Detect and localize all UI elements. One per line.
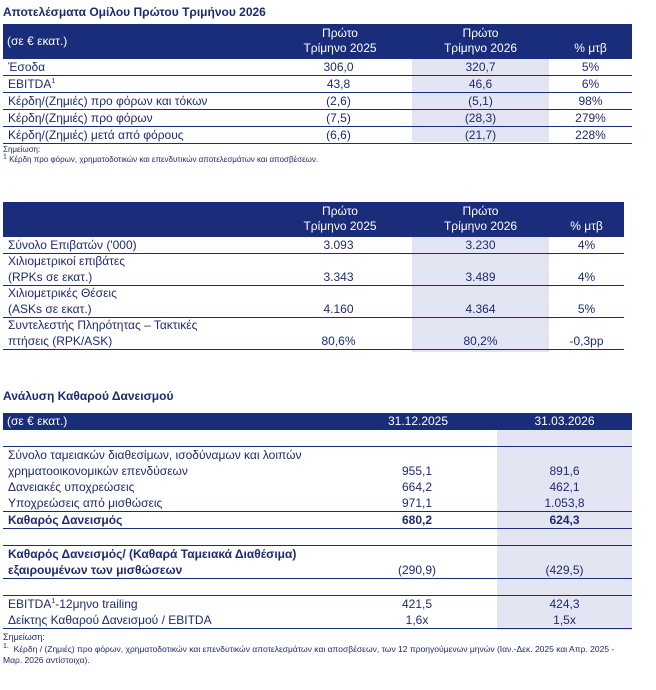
row-label-text: EBITDA <box>8 77 52 91</box>
row-label-text: Έσοδα <box>8 60 46 74</box>
table2-header <box>3 202 624 237</box>
net-debt-ex-leases-label-line2: εξαιρουμένων των μισθώσεων <box>8 563 183 577</box>
table1-note-title: Σημείωση: <box>3 145 41 154</box>
net-debt-ex-leases-2025: (290,9) <box>397 563 437 577</box>
row-label <box>8 93 207 109</box>
ebitda-text: EBITDA <box>8 597 52 611</box>
ebitda-trailing-label <box>8 596 138 612</box>
value-q1-2026: (21,7) <box>464 128 497 142</box>
note-sup: 1. <box>3 643 9 651</box>
row-label-sup: 1 <box>51 78 56 85</box>
divider <box>3 628 632 629</box>
table1-note <box>3 155 318 165</box>
value-q1-2026: 4.364 <box>465 302 496 316</box>
note-line2: Μαρ. 2026 αντίστοιχα). <box>3 655 90 665</box>
value-yoy: 98% <box>578 94 603 108</box>
note-text: Κέρδη προ φόρων, χρηματοδοτικών και επενδυτικών αποτελεσμάτων και αποσβέσεων. <box>9 155 319 164</box>
table1-title: Αποτελέσματα Ομίλου Πρώτου Τριμήνου 2026 <box>3 5 266 19</box>
t3-col-2025: 31.12.2025 <box>387 414 449 428</box>
value-yoy: 228% <box>575 128 606 142</box>
t2-col-q1-2026-line1: Πρώτο <box>462 204 499 218</box>
note-sup: 1 <box>3 153 7 161</box>
value-yoy: 6% <box>581 77 600 91</box>
row-label-text: Κέρδη/(Ζημιές) μετά από φόρους <box>8 128 184 142</box>
t2-col-q1-2026-line2: Τρίμηνο 2026 <box>443 219 518 233</box>
divider <box>3 578 632 579</box>
value-yoy: 5% <box>577 302 596 316</box>
row-label-text: Κέρδη/(Ζημιές) προ φόρων <box>8 111 153 125</box>
loans-label: Δανειακές υποχρεώσεις <box>8 480 135 494</box>
value-yoy: 4% <box>577 238 596 252</box>
t2-col-yoy: % μτβ <box>570 219 603 233</box>
value-q1-2025: (6,6) <box>326 128 351 142</box>
value-yoy: -0,3pp <box>569 334 604 348</box>
value-q1-2025: (7,5) <box>326 111 351 125</box>
table1-header <box>3 24 632 59</box>
table3-header <box>3 413 632 430</box>
value-q1-2026: 320,7 <box>465 60 496 74</box>
table3-note-title: Σημείωση: <box>3 632 45 642</box>
value-yoy: 279% <box>575 111 606 125</box>
value-q1-2025: 80,6% <box>321 334 356 348</box>
ratio-label: Δείκτης Καθαρού Δανεισμού / EBITDA <box>8 613 212 627</box>
net-debt-value-2025: 680,2 <box>401 513 433 527</box>
cash-value-2026: 891,6 <box>549 464 580 478</box>
loans-value-2025: 664,2 <box>401 480 433 494</box>
col-yoy: % μτβ <box>574 41 607 55</box>
row-label <box>8 76 55 92</box>
value-q1-2026: (5,1) <box>468 94 493 108</box>
value-yoy: 5% <box>581 60 600 74</box>
row-label-line1: Σύνολο Επιβατών ('000) <box>8 238 137 252</box>
row-divider <box>3 143 632 144</box>
value-q1-2025: 3.093 <box>323 238 354 252</box>
table3-note <box>3 644 653 666</box>
col-q1-2025-line2: Τρίμηνο 2025 <box>303 41 377 55</box>
col-q1-2026-line2: Τρίμηνο 2026 <box>443 41 518 55</box>
value-q1-2026: 3.230 <box>465 238 496 252</box>
divider <box>3 528 632 529</box>
col-q1-2026-line1: Πρώτο <box>462 26 499 40</box>
value-q1-2026: 80,2% <box>463 334 498 348</box>
value-yoy: 4% <box>577 270 596 284</box>
t2-col-q1-2025-line1: Πρώτο <box>322 204 358 218</box>
value-q1-2025: 3.343 <box>323 270 354 284</box>
row-label <box>8 127 184 143</box>
lease-value-2025: 971,1 <box>401 496 433 510</box>
value-q1-2026: 3.489 <box>465 270 496 284</box>
lease-label: Υποχρεώσεις από μισθώσεις <box>8 496 163 510</box>
cash-label-line2: χρηματοοικονομικών επενδύσεων <box>8 464 188 478</box>
net-debt-label: Καθαρός Δανεισμός <box>8 513 123 527</box>
value-q1-2026: 46,6 <box>468 77 493 91</box>
ebitda-trailing-2026: 424,3 <box>549 597 580 611</box>
ratio-2026: 1,5x <box>553 613 576 627</box>
net-debt-ex-leases-2026: (429,5) <box>545 563 584 577</box>
row-label <box>8 110 153 126</box>
t3-col-2026: 31.03.2026 <box>534 414 595 428</box>
col-q1-2025-line1: Πρώτο <box>322 26 358 40</box>
table3-title: Ανάλυση Καθαρού Δανεισμού <box>3 389 174 403</box>
row-label-line2: (RPKs σε εκατ.) <box>8 270 93 284</box>
row-divider <box>3 349 624 350</box>
row-label-line2: πτήσεις (RPK/ASK) <box>8 334 113 348</box>
value-q1-2025: 4.160 <box>323 302 354 316</box>
lease-value-2026: 1.053,8 <box>544 496 585 510</box>
value-q1-2025: 43,8 <box>326 77 351 91</box>
note-line1: Κέρδη / (Ζημιές) προ φόρων, χρηματοδοτικών και επενδυτικών αποτελεσμάτων και αποσβέσεων, των 12 προηγούμενων μηνών (Ιαν.-Δεκ. 2025 και Απρ. 2025 - <box>13 644 615 654</box>
loans-value-2026: 462,1 <box>549 480 580 494</box>
row-label-line2: (ASKs σε εκατ.) <box>8 302 92 316</box>
row-label <box>8 59 45 75</box>
net-debt-value-2026: 624,3 <box>549 513 580 527</box>
value-q1-2025: (2,6) <box>326 94 351 108</box>
row-label-text: Κέρδη/(Ζημιές) προ φόρων και τόκων <box>8 94 208 108</box>
ratio-2025: 1,6x <box>405 613 429 627</box>
row-label-line1: Χιλιομετρικές Θέσεις <box>8 286 117 300</box>
cash-label-line1: Σύνολο ταμειακών διαθεσίμων, ισοδύναμων και λοιπών <box>8 448 302 462</box>
net-debt-ex-leases-label-line1: Καθαρός Δανεισμός/ (Καθαρά Ταμειακά Διαθέσιμα) <box>8 547 297 561</box>
t3-unit-label: (σε € εκατ.) <box>7 414 68 428</box>
ebitda-sup: 1 <box>51 598 56 605</box>
value-q1-2025: 306,0 <box>323 60 354 74</box>
ebitda-suffix: -12μηνο trailing <box>55 597 138 611</box>
t2-col-q1-2025-line2: Τρίμηνο 2025 <box>303 219 377 233</box>
cash-value-2025: 955,1 <box>401 464 433 478</box>
ebitda-trailing-2025: 421,5 <box>401 597 433 611</box>
value-q1-2026: (28,3) <box>464 111 497 125</box>
row-label-line1: Συντελεστής Πληρότητας – Τακτικές <box>8 318 198 332</box>
row-label-line1: Χιλιομετρικοί επιβάτες <box>8 254 126 268</box>
unit-label: (σε € εκατ.) <box>7 34 68 48</box>
